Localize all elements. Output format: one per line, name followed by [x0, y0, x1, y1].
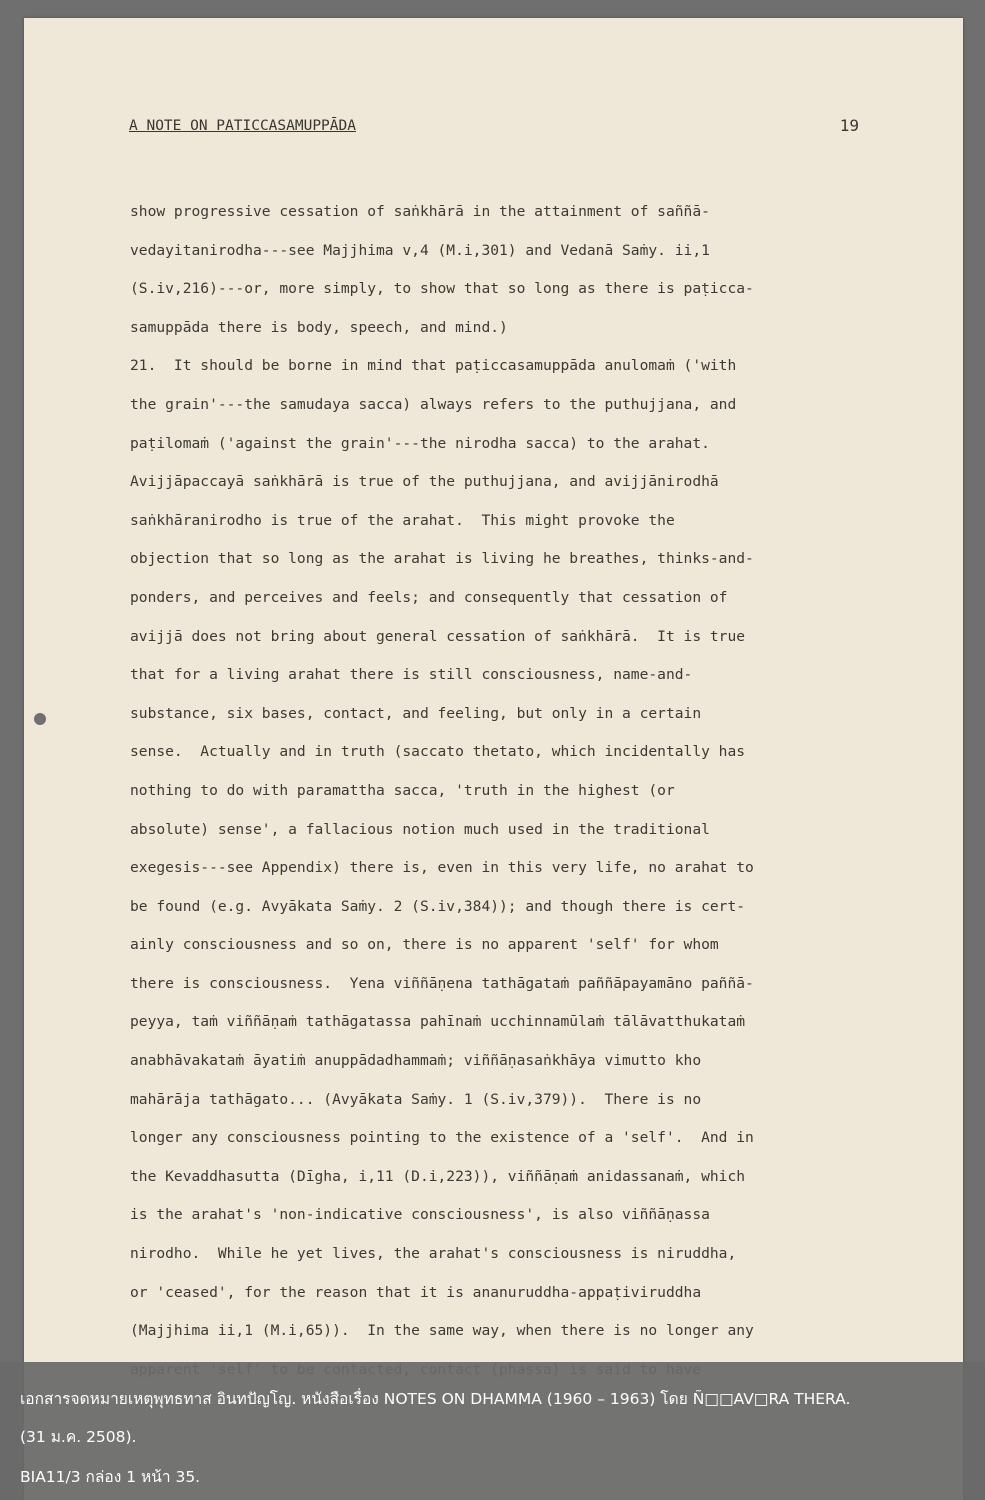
caption-line-1: เอกสารจดหมายเหตุพุทธทาส อินทปัญโญ. หนังสือเรื่อง NOTES ON DHAMMA (1960 – 1963) โดย Ñ□□AV□RA THERA.	[20, 1390, 851, 1408]
text-line: Avijjāpaccayā saṅkhārā is true of the puthujjana, and avijjānirodhā	[130, 473, 719, 491]
text-line: ainly consciousness and so on, there is no apparent 'self' for whom	[130, 936, 719, 954]
typewritten-body	[130, 193, 850, 1389]
text-line: that for a living arahat there is still consciousness, name-and-	[130, 666, 693, 684]
text-line: objection that so long as the arahat is living he breathes, thinks-and-	[130, 550, 754, 568]
text-line: the grain'---the samudaya sacca) always refers to the puthujjana, and	[130, 395, 737, 413]
text-line: sense. Actually and in truth (saccato thetato, which incidentally has	[130, 743, 746, 761]
text-line: or 'ceased', for the reason that it is ananuruddha-appaṭiviruddha	[130, 1283, 702, 1301]
page-number: 19	[839, 116, 859, 135]
text-line: 21. It should be borne in mind that paṭiccasamuppāda anulomaṁ ('with	[130, 357, 737, 375]
text-line: the Kevaddhasutta (Dīgha, i,11 (D.i,223)), viññāṇaṁ anidassanaṁ, which	[130, 1167, 746, 1185]
text-line: absolute) sense', a fallacious notion much used in the traditional	[130, 820, 710, 838]
text-line: is the arahat's 'non-indicative consciousness', is also viññāṇassa	[130, 1206, 710, 1224]
text-line: mahārāja tathāgato... (Avyākata Saṁy. 1 (S.iv,379)). There is no	[130, 1090, 702, 1108]
text-line: substance, six bases, contact, and feeling, but only in a certain	[130, 704, 702, 722]
document-page	[24, 18, 963, 1500]
text-line: vedayitanirodha---see Majjhima v,4 (M.i,301) and Vedanā Saṁy. ii,1	[130, 241, 710, 259]
archive-caption	[0, 1362, 985, 1500]
text-line: ponders, and perceives and feels; and consequently that cessation of	[130, 588, 728, 606]
text-line: nirodho. While he yet lives, the arahat's consciousness is niruddha,	[130, 1245, 737, 1263]
text-line: longer any consciousness pointing to the existence of a 'self'. And in	[130, 1129, 754, 1147]
text-line: nothing to do with paramattha sacca, 'truth in the highest (or	[130, 781, 675, 799]
text-line: there is consciousness. Yena viññāṇena tathāgataṁ paññāpayamāno paññā-	[130, 974, 754, 992]
caption-line-2: (31 ม.ค. 2508).	[20, 1428, 137, 1446]
punch-hole	[34, 713, 46, 725]
text-line: exegesis---see Appendix) there is, even in this very life, no arahat to	[130, 859, 754, 877]
text-line: saṅkhāranirodho is true of the arahat. This might provoke the	[130, 511, 675, 529]
text-line: avijjā does not bring about general cessation of saṅkhārā. It is true	[130, 627, 746, 645]
text-line: (S.iv,216)---or, more simply, to show that so long as there is paṭicca-	[130, 280, 754, 298]
text-line: be found (e.g. Avyākata Saṁy. 2 (S.iv,384)); and though there is cert-	[130, 897, 746, 915]
text-line: (Majjhima ii,1 (M.i,65)). In the same way, when there is no longer any	[130, 1322, 754, 1340]
text-line: paṭilomaṁ ('against the grain'---the nirodha sacca) to the arahat.	[130, 434, 710, 452]
text-line: peyya, taṁ viññāṇaṁ tathāgatassa pahīnaṁ ucchinnamūlaṁ tālāvatthukataṁ	[130, 1013, 746, 1031]
text-line: anabhāvakataṁ āyatiṁ anuppādadhammaṁ; viññāṇasaṅkhāya vimutto kho	[130, 1052, 702, 1070]
text-line: show progressive cessation of saṅkhārā in the attainment of saññā-	[130, 203, 710, 220]
running-title: A NOTE ON PATICCASAMUPPĀDA	[129, 118, 356, 134]
text-line: samuppāda there is body, speech, and mind.)	[130, 318, 508, 336]
caption-line-3: BIA11/3 กล่อง 1 หน้า 35.	[20, 1468, 201, 1486]
